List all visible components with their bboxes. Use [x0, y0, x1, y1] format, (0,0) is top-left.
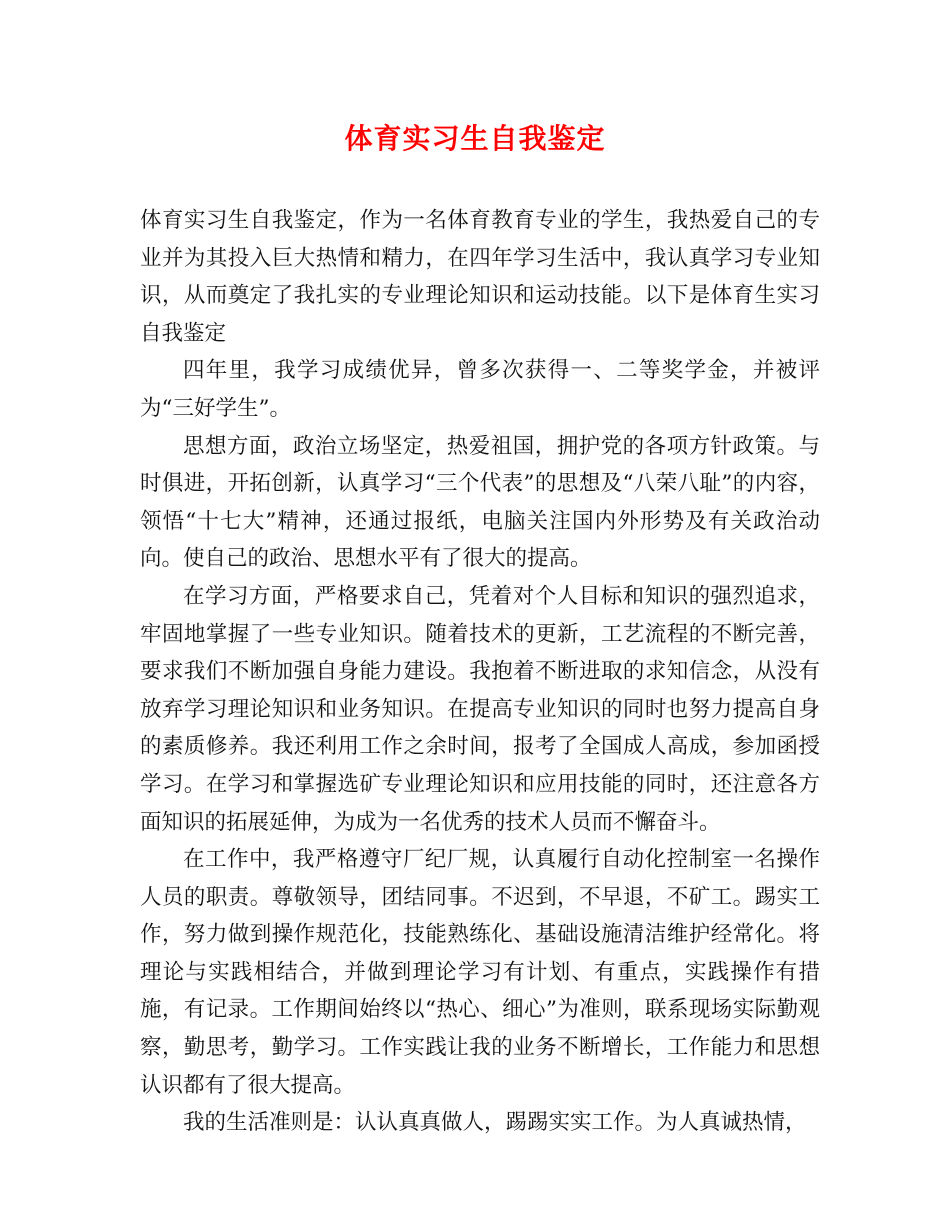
document-body — [140, 202, 820, 1142]
paragraph-achievements: 四年里，我学习成绩优异，曾多次获得一、二等奖学金，并被评为“三好学生”。 — [140, 358, 820, 421]
paragraph-work: 在工作中，我严格遵守厂纪厂规，认真履行自动化控制室一名操作人员的职责。尊敬领导，团结同事。不迟到，不早退，不矿工。踢实工作，努力做到操作规范化，技能熟练化、基础设施清洁维护经常化。将理论与实践相结合，并做到理论学习有计划、有重点，实践操作有措施，有记录。工作期间始终以“热心、细心”为准则，联系现场实际勤观察，勤思考，勤学习。工作实践让我的业务不断增长，工作能力和思想认识都有了很大提高。 — [140, 847, 820, 1098]
paragraph-study: 在学习方面，严格要求自己，凭着对个人目标和知识的强烈追求，牢固地掌握了一些专业知识。随着技术的更新，工艺流程的不断完善，要求我们不断加强自身能力建设。我抱着不断进取的求知信念，从没有放弃学习理论知识和业务知识。在提高专业知识的同时也努力提高自身的素质修养。我还利用工作之余时间，报考了全国成人高成，参加函授学习。在学习和掌握选矿专业理论知识和应用技能的同时，还注意各方面知识的拓展延伸，为成为一名优秀的技术人员而不懈奋斗。 — [140, 583, 820, 835]
document-title: 体育实习生自我鉴定 — [344, 122, 606, 155]
paragraph-intro: 体育实习生自我鉴定，作为一名体育教育专业的学生，我热爱自己的专业并为其投入巨大热情和精力，在四年学习生活中，我认真学习专业知识，从而奠定了我扎实的专业理论知识和运动技能。以下是体育生实习自我鉴定 — [140, 208, 820, 346]
paragraph-life: 我的生活准则是：认认真真做人，踢踢实实工作。为人真诚热情， — [183, 1110, 807, 1136]
paragraph-ideology: 思想方面，政治立场坚定，热爱祖国，拥护党的各项方针政策。与时俱进，开拓创新，认真学习“三个代表”的思想及“八荣八耻”的内容，领悟“十七大”精神，还通过报纸，电脑关注国内外形势及有关政治动向。使自己的政治、思想水平有了很大的提高。 — [140, 433, 820, 572]
